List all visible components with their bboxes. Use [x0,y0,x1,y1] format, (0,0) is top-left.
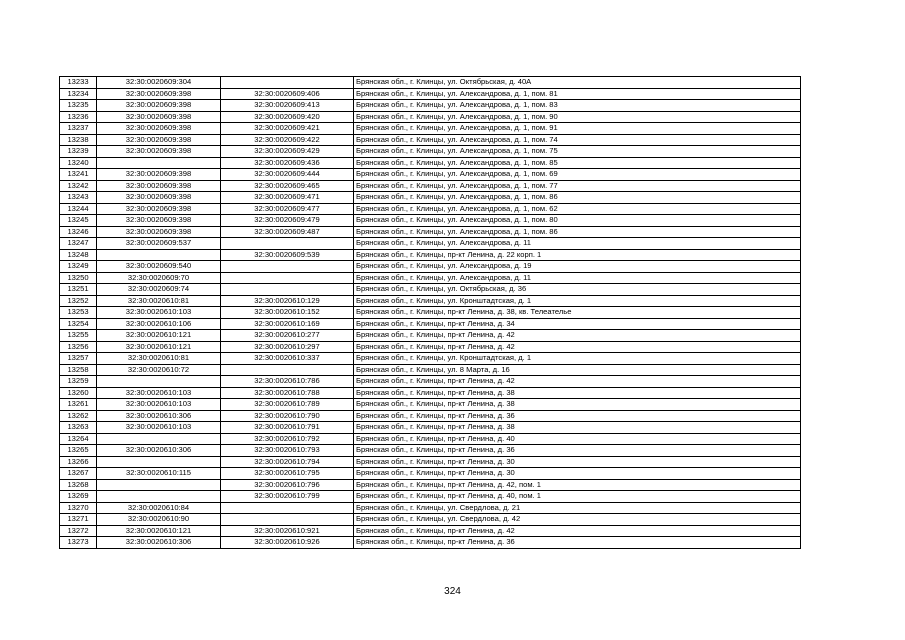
row-number-cell: 13242 [60,180,97,192]
parent-cadastral-number-cell: 32:30:0020610:106 [97,318,221,330]
parent-cadastral-number-cell: 32:30:0020610:121 [97,525,221,537]
row-number-cell: 13259 [60,376,97,388]
parent-cadastral-number-cell: 32:30:0020609:398 [97,180,221,192]
address-cell: Брянская обл., г. Клинцы, пр-кт Ленина, д. 42 [354,330,801,342]
address-cell: Брянская обл., г. Клинцы, пр-кт Ленина, д. 30 [354,456,801,468]
cadastral-number-cell: 32:30:0020610:129 [221,295,354,307]
address-cell: Брянская обл., г. Клинцы, пр-кт Ленина, д. 36 [354,410,801,422]
address-cell: Брянская обл., г. Клинцы, пр-кт Ленина, д. 42 [354,376,801,388]
parent-cadastral-number-cell: 32:30:0020610:121 [97,341,221,353]
address-cell: Брянская обл., г. Клинцы, пр-кт Ленина, д. 42, пом. 1 [354,479,801,491]
address-cell: Брянская обл., г. Клинцы, пр-кт Ленина, д. 42 [354,525,801,537]
table-row [60,238,801,250]
table-row [60,410,801,422]
row-number-cell: 13270 [60,502,97,514]
parent-cadastral-number-cell: 32:30:0020610:81 [97,353,221,365]
address-cell: Брянская обл., г. Клинцы, пр-кт Ленина, д. 38 [354,399,801,411]
parent-cadastral-number-cell: 32:30:0020610:115 [97,468,221,480]
cadastral-number-cell: 32:30:0020610:169 [221,318,354,330]
parent-cadastral-number-cell: 32:30:0020610:103 [97,307,221,319]
address-cell: Брянская обл., г. Клинцы, ул. Александрова, д. 1, пом. 90 [354,111,801,123]
cadastral-number-cell: 32:30:0020609:436 [221,157,354,169]
row-number-cell: 13238 [60,134,97,146]
cadastral-number-cell: 32:30:0020609:477 [221,203,354,215]
address-cell: Брянская обл., г. Клинцы, ул. Кронштадтская, д. 1 [354,295,801,307]
table-row [60,525,801,537]
table-row [60,134,801,146]
address-cell: Брянская обл., г. Клинцы, пр-кт Ленина, д. 36 [354,445,801,457]
parent-cadastral-number-cell: 32:30:0020610:306 [97,537,221,549]
table-row [60,353,801,365]
table-row [60,479,801,491]
row-number-cell: 13245 [60,215,97,227]
row-number-cell: 13269 [60,491,97,503]
row-number-cell: 13266 [60,456,97,468]
parent-cadastral-number-cell: 32:30:0020609:398 [97,146,221,158]
table-row [60,215,801,227]
address-cell: Брянская обл., г. Клинцы, ул. Александрова, д. 1, пом. 74 [354,134,801,146]
table-row [60,502,801,514]
address-cell: Брянская обл., г. Клинцы, ул. Александрова, д. 19 [354,261,801,273]
page-number: 324 [444,586,461,597]
parent-cadastral-number-cell: 32:30:0020609:398 [97,134,221,146]
table-row [60,468,801,480]
parent-cadastral-number-cell [97,433,221,445]
parent-cadastral-number-cell: 32:30:0020610:121 [97,330,221,342]
cadastral-number-cell [221,261,354,273]
row-number-cell: 13262 [60,410,97,422]
table-row [60,261,801,273]
table-row [60,341,801,353]
parent-cadastral-number-cell [97,249,221,261]
table-row [60,111,801,123]
row-number-cell: 13254 [60,318,97,330]
table-row [60,249,801,261]
table-row [60,456,801,468]
cadastral-number-cell: 32:30:0020610:796 [221,479,354,491]
row-number-cell: 13248 [60,249,97,261]
row-number-cell: 13244 [60,203,97,215]
table-row [60,146,801,158]
cadastral-number-cell [221,238,354,250]
cadastral-number-cell: 32:30:0020609:444 [221,169,354,181]
parent-cadastral-number-cell: 32:30:0020610:103 [97,422,221,434]
parent-cadastral-number-cell: 32:30:0020609:304 [97,77,221,89]
address-cell: Брянская обл., г. Клинцы, ул. Александрова, д. 1, пом. 86 [354,192,801,204]
row-number-cell: 13233 [60,77,97,89]
table-row [60,192,801,204]
row-number-cell: 13246 [60,226,97,238]
row-number-cell: 13234 [60,88,97,100]
address-cell: Брянская обл., г. Клинцы, ул. Александрова, д. 11 [354,272,801,284]
cadastral-number-cell: 32:30:0020609:471 [221,192,354,204]
table-row [60,318,801,330]
table-row [60,100,801,112]
cadastral-number-cell: 32:30:0020609:422 [221,134,354,146]
row-number-cell: 13260 [60,387,97,399]
parent-cadastral-number-cell [97,479,221,491]
table-row [60,387,801,399]
row-number-cell: 13243 [60,192,97,204]
address-cell: Брянская обл., г. Клинцы, ул. Октябрьская, д. 36 [354,284,801,296]
address-cell: Брянская обл., г. Клинцы, пр-кт Ленина, д. 42 [354,341,801,353]
cadastral-number-cell: 32:30:0020610:788 [221,387,354,399]
row-number-cell: 13241 [60,169,97,181]
address-cell: Брянская обл., г. Клинцы, ул. Александрова, д. 1, пом. 75 [354,146,801,158]
address-cell: Брянская обл., г. Клинцы, ул. Александрова, д. 1, пом. 85 [354,157,801,169]
table-row [60,307,801,319]
table-row [60,491,801,503]
cadastral-number-cell: 32:30:0020609:465 [221,180,354,192]
address-cell: Брянская обл., г. Клинцы, ул. Александрова, д. 11 [354,238,801,250]
cadastral-number-cell [221,284,354,296]
parent-cadastral-number-cell: 32:30:0020609:398 [97,192,221,204]
address-cell: Брянская обл., г. Клинцы, ул. Свердлова, д. 42 [354,514,801,526]
cadastral-number-cell: 32:30:0020610:799 [221,491,354,503]
row-number-cell: 13239 [60,146,97,158]
address-cell: Брянская обл., г. Клинцы, ул. Александрова, д. 1, пом. 77 [354,180,801,192]
cadastral-number-cell: 32:30:0020610:793 [221,445,354,457]
cadastral-number-cell: 32:30:0020610:789 [221,399,354,411]
address-cell: Брянская обл., г. Клинцы, пр-кт Ленина, д. 40 [354,433,801,445]
address-cell: Брянская обл., г. Клинцы, пр-кт Ленина, д. 38, кв. Телеателье [354,307,801,319]
registry-table-body [60,77,801,549]
table-row [60,272,801,284]
parent-cadastral-number-cell: 32:30:0020610:103 [97,399,221,411]
address-cell: Брянская обл., г. Клинцы, пр-кт Ленина, д. 38 [354,387,801,399]
table-row [60,376,801,388]
parent-cadastral-number-cell: 32:30:0020609:398 [97,169,221,181]
address-cell: Брянская обл., г. Клинцы, ул. Александрова, д. 1, пом. 83 [354,100,801,112]
parent-cadastral-number-cell: 32:30:0020610:81 [97,295,221,307]
address-cell: Брянская обл., г. Клинцы, ул. 8 Марта, д. 16 [354,364,801,376]
table-row [60,537,801,549]
address-cell: Брянская обл., г. Клинцы, пр-кт Ленина, д. 22 корп. 1 [354,249,801,261]
row-number-cell: 13252 [60,295,97,307]
parent-cadastral-number-cell: 32:30:0020609:70 [97,272,221,284]
address-cell: Брянская обл., г. Клинцы, ул. Свердлова, д. 21 [354,502,801,514]
row-number-cell: 13251 [60,284,97,296]
row-number-cell: 13258 [60,364,97,376]
parent-cadastral-number-cell: 32:30:0020610:72 [97,364,221,376]
address-cell: Брянская обл., г. Клинцы, пр-кт Ленина, д. 36 [354,537,801,549]
table-row [60,157,801,169]
parent-cadastral-number-cell: 32:30:0020610:84 [97,502,221,514]
row-number-cell: 13265 [60,445,97,457]
parent-cadastral-number-cell [97,456,221,468]
parent-cadastral-number-cell: 32:30:0020610:306 [97,410,221,422]
cadastral-number-cell [221,364,354,376]
row-number-cell: 13268 [60,479,97,491]
address-cell: Брянская обл., г. Клинцы, пр-кт Ленина, д. 40, пом. 1 [354,491,801,503]
table-row [60,180,801,192]
parent-cadastral-number-cell: 32:30:0020609:537 [97,238,221,250]
address-cell: Брянская обл., г. Клинцы, ул. Александрова, д. 1, пом. 81 [354,88,801,100]
table-row [60,77,801,89]
cadastral-number-cell [221,272,354,284]
row-number-cell: 13267 [60,468,97,480]
parent-cadastral-number-cell [97,491,221,503]
cadastral-number-cell: 32:30:0020610:795 [221,468,354,480]
row-number-cell: 13272 [60,525,97,537]
table-row [60,422,801,434]
address-cell: Брянская обл., г. Клинцы, ул. Александрова, д. 1, пом. 80 [354,215,801,227]
table-row [60,88,801,100]
cadastral-number-cell: 32:30:0020610:794 [221,456,354,468]
address-cell: Брянская обл., г. Клинцы, ул. Александрова, д. 1, пом. 91 [354,123,801,135]
cadastral-number-cell: 32:30:0020610:926 [221,537,354,549]
parent-cadastral-number-cell: 32:30:0020609:398 [97,111,221,123]
address-cell: Брянская обл., г. Клинцы, ул. Александрова, д. 1, пом. 86 [354,226,801,238]
row-number-cell: 13253 [60,307,97,319]
cadastral-number-cell [221,77,354,89]
table-row [60,330,801,342]
table-row [60,284,801,296]
cadastral-number-cell: 32:30:0020610:277 [221,330,354,342]
cadastral-number-cell: 32:30:0020610:791 [221,422,354,434]
cadastral-number-cell [221,502,354,514]
cadastral-number-cell: 32:30:0020609:421 [221,123,354,135]
cadastral-number-cell: 32:30:0020609:479 [221,215,354,227]
table-row [60,445,801,457]
cadastral-number-cell: 32:30:0020610:790 [221,410,354,422]
table-row [60,203,801,215]
address-cell: Брянская обл., г. Клинцы, пр-кт Ленина, д. 38 [354,422,801,434]
row-number-cell: 13236 [60,111,97,123]
cadastral-number-cell: 32:30:0020610:152 [221,307,354,319]
row-number-cell: 13247 [60,238,97,250]
row-number-cell: 13235 [60,100,97,112]
parent-cadastral-number-cell: 32:30:0020610:103 [97,387,221,399]
parent-cadastral-number-cell: 32:30:0020609:398 [97,123,221,135]
row-number-cell: 13263 [60,422,97,434]
parent-cadastral-number-cell: 32:30:0020610:306 [97,445,221,457]
address-cell: Брянская обл., г. Клинцы, пр-кт Ленина, д. 30 [354,468,801,480]
cadastral-number-cell: 32:30:0020610:921 [221,525,354,537]
row-number-cell: 13264 [60,433,97,445]
cadastral-number-cell: 32:30:0020609:413 [221,100,354,112]
parent-cadastral-number-cell: 32:30:0020609:398 [97,226,221,238]
cadastral-number-cell: 32:30:0020610:297 [221,341,354,353]
parent-cadastral-number-cell [97,157,221,169]
row-number-cell: 13273 [60,537,97,549]
parent-cadastral-number-cell: 32:30:0020609:398 [97,203,221,215]
address-cell: Брянская обл., г. Клинцы, ул. Кронштадтская, д. 1 [354,353,801,365]
row-number-cell: 13255 [60,330,97,342]
cadastral-number-cell: 32:30:0020609:539 [221,249,354,261]
parent-cadastral-number-cell: 32:30:0020609:398 [97,100,221,112]
cadastral-number-cell: 32:30:0020610:786 [221,376,354,388]
row-number-cell: 13240 [60,157,97,169]
cadastral-number-cell: 32:30:0020610:792 [221,433,354,445]
cadastral-number-cell: 32:30:0020609:487 [221,226,354,238]
table-row [60,295,801,307]
table-row [60,514,801,526]
parent-cadastral-number-cell: 32:30:0020609:398 [97,88,221,100]
cadastral-number-cell: 32:30:0020609:420 [221,111,354,123]
table-row [60,433,801,445]
parent-cadastral-number-cell [97,376,221,388]
row-number-cell: 13261 [60,399,97,411]
address-cell: Брянская обл., г. Клинцы, пр-кт Ленина, д. 34 [354,318,801,330]
table-row [60,226,801,238]
parent-cadastral-number-cell: 32:30:0020609:398 [97,215,221,227]
table-row [60,123,801,135]
row-number-cell: 13249 [60,261,97,273]
address-cell: Брянская обл., г. Клинцы, ул. Александрова, д. 1, пом. 62 [354,203,801,215]
row-number-cell: 13271 [60,514,97,526]
row-number-cell: 13256 [60,341,97,353]
table-row [60,364,801,376]
table-row [60,169,801,181]
row-number-cell: 13237 [60,123,97,135]
cadastral-number-cell [221,514,354,526]
parent-cadastral-number-cell: 32:30:0020610:90 [97,514,221,526]
address-cell: Брянская обл., г. Клинцы, ул. Октябрьская, д. 40А [354,77,801,89]
cadastral-number-cell: 32:30:0020609:406 [221,88,354,100]
address-cell: Брянская обл., г. Клинцы, ул. Александрова, д. 1, пом. 69 [354,169,801,181]
cadastral-number-cell: 32:30:0020609:429 [221,146,354,158]
table-row [60,399,801,411]
row-number-cell: 13257 [60,353,97,365]
parent-cadastral-number-cell: 32:30:0020609:540 [97,261,221,273]
property-registry-table [59,76,801,549]
row-number-cell: 13250 [60,272,97,284]
cadastral-number-cell: 32:30:0020610:337 [221,353,354,365]
parent-cadastral-number-cell: 32:30:0020609:74 [97,284,221,296]
